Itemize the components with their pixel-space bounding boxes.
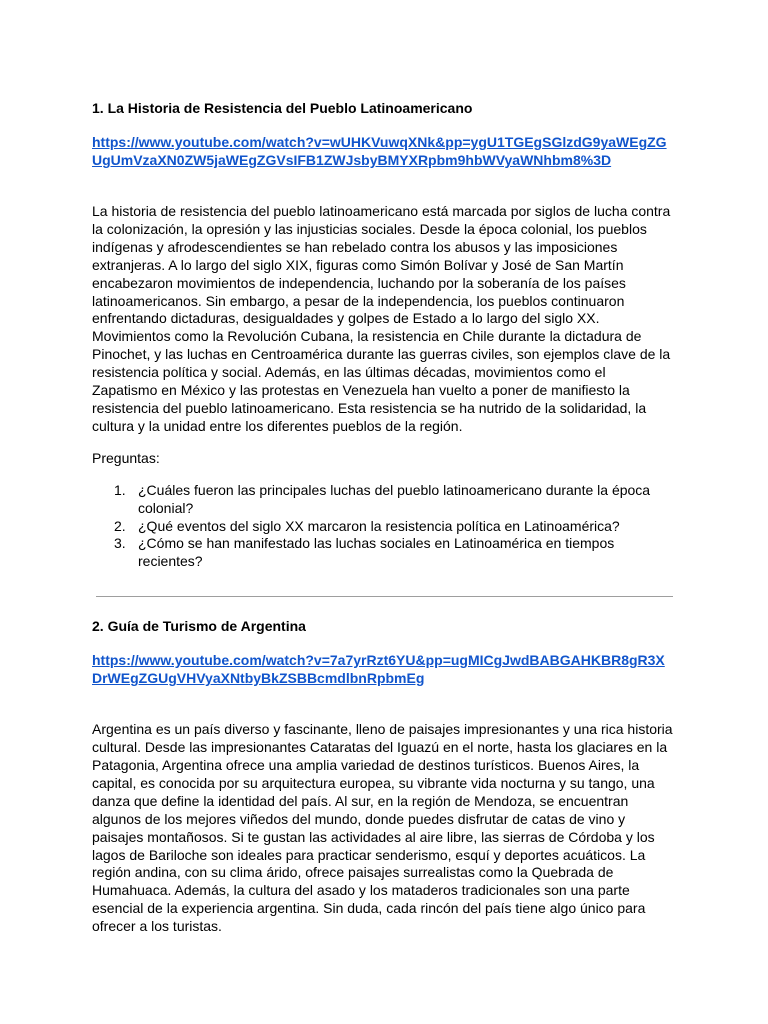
list-item-number: 1. — [114, 481, 126, 498]
list-item — [92, 535, 674, 571]
section-2-video-link[interactable]: https://www.youtube.com/watch?v=7a7yrRzt6YU&pp=ugMICgJwdBABGAHKBR8gR3XDrWEgZGUgVHVyaXNtbyBkZSBBcmdlbnRpbmEg — [92, 652, 665, 687]
list-item-text: ¿Cómo se han manifestado las luchas sociales en Latinoamérica en tiempos recientes? — [138, 535, 615, 570]
section-1-paragraph: La historia de resistencia del pueblo latinoamericano está marcada por siglos de lucha contra la colonización, la opresión y las injusticias sociales. Desde la época colonial, los pueblos indígenas y afrodescendientes se han rebelado contra los abusos y las imposiciones extranjeras. A lo largo del siglo XIX, figuras como Simón Bolívar y José de San Martín encabezaron movimientos de independencia, luchando por la soberanía de los países latinoamericanos. Sin embargo, a pesar de la independencia, los pueblos continuaron enfrentando dictaduras, desigualdades y golpes de Estado a lo largo del siglo XX. Movimientos como la Revolución Cubana, la resistencia en Chile durante la dictadura de Pinochet, y las luchas en Centroamérica durante las guerras civiles, son ejemplos clave de la resistencia política y social. Además, en las últimas décadas, movimientos como el Zapatismo en México y las protestas en Venezuela han vuelto a poner de manifiesto la resistencia del pueblo latinoamericano. Esta resistencia se ha nutrido de la solidaridad, la cultura y la unidad entre los diferentes pueblos de la región. — [92, 203, 671, 434]
list-item-text: ¿Qué eventos del siglo XX marcaron la resistencia política en Latinoamérica? — [138, 517, 620, 534]
section-divider — [96, 596, 673, 597]
questions-list — [92, 482, 674, 572]
list-item — [92, 482, 674, 518]
document-page — [92, 99, 674, 936]
list-item — [92, 518, 674, 536]
section-2-heading: 2. Guía de Turismo de Argentina — [92, 618, 306, 635]
section-1-video-link[interactable]: https://www.youtube.com/watch?v=wUHKVuwqXNk&pp=ygU1TGEgSGlzdG9yaWEgZGUgUmVzaXN0ZW5jaWEgZGVsIFB1ZWJsbyBMYXRpbm9hbWVyaWNhbm8%3D — [92, 134, 667, 168]
list-item-number: 3. — [114, 535, 126, 552]
list-item-number: 2. — [114, 517, 126, 534]
list-item-text: ¿Cuáles fueron las principales luchas del pueblo latinoamericano durante la época colonial? — [138, 481, 651, 516]
section-1-heading: 1. La Historia de Resistencia del Pueblo Latinoamericano — [92, 100, 473, 116]
section-2-paragraph: Argentina es un país diverso y fascinante, lleno de paisajes impresionantes y una rica historia cultural. Desde las impresionantes Cataratas del Iguazú en el norte, hasta los glaciares en la Patagonia, Argentina ofrece una amplia variedad de destinos turísticos. Buenos Aires, la capital, es conocida por su arquitectura europea, su vibrante vida nocturna y su tango, una danza que define la identidad del país. Al sur, en la región de Mendoza, se encuentran algunos de los mejores viñedos del mundo, donde puedes disfrutar de catas de vino y paisajes montañosos. Si te gustan las actividades al aire libre, las sierras de Córdoba y los lagos de Bariloche son ideales para practicar senderismo, esquí y deportes acuáticos. La región andina, con su clima árido, ofrece paisajes surrealistas como la Quebrada de Humahuaca. Además, la cultura del asado y los mataderos tradicionales son una parte esencial de la experiencia argentina. Sin duda, cada rincón del país tiene algo único para ofrecer a los turistas. — [92, 721, 673, 935]
questions-label: Preguntas: — [92, 449, 160, 466]
